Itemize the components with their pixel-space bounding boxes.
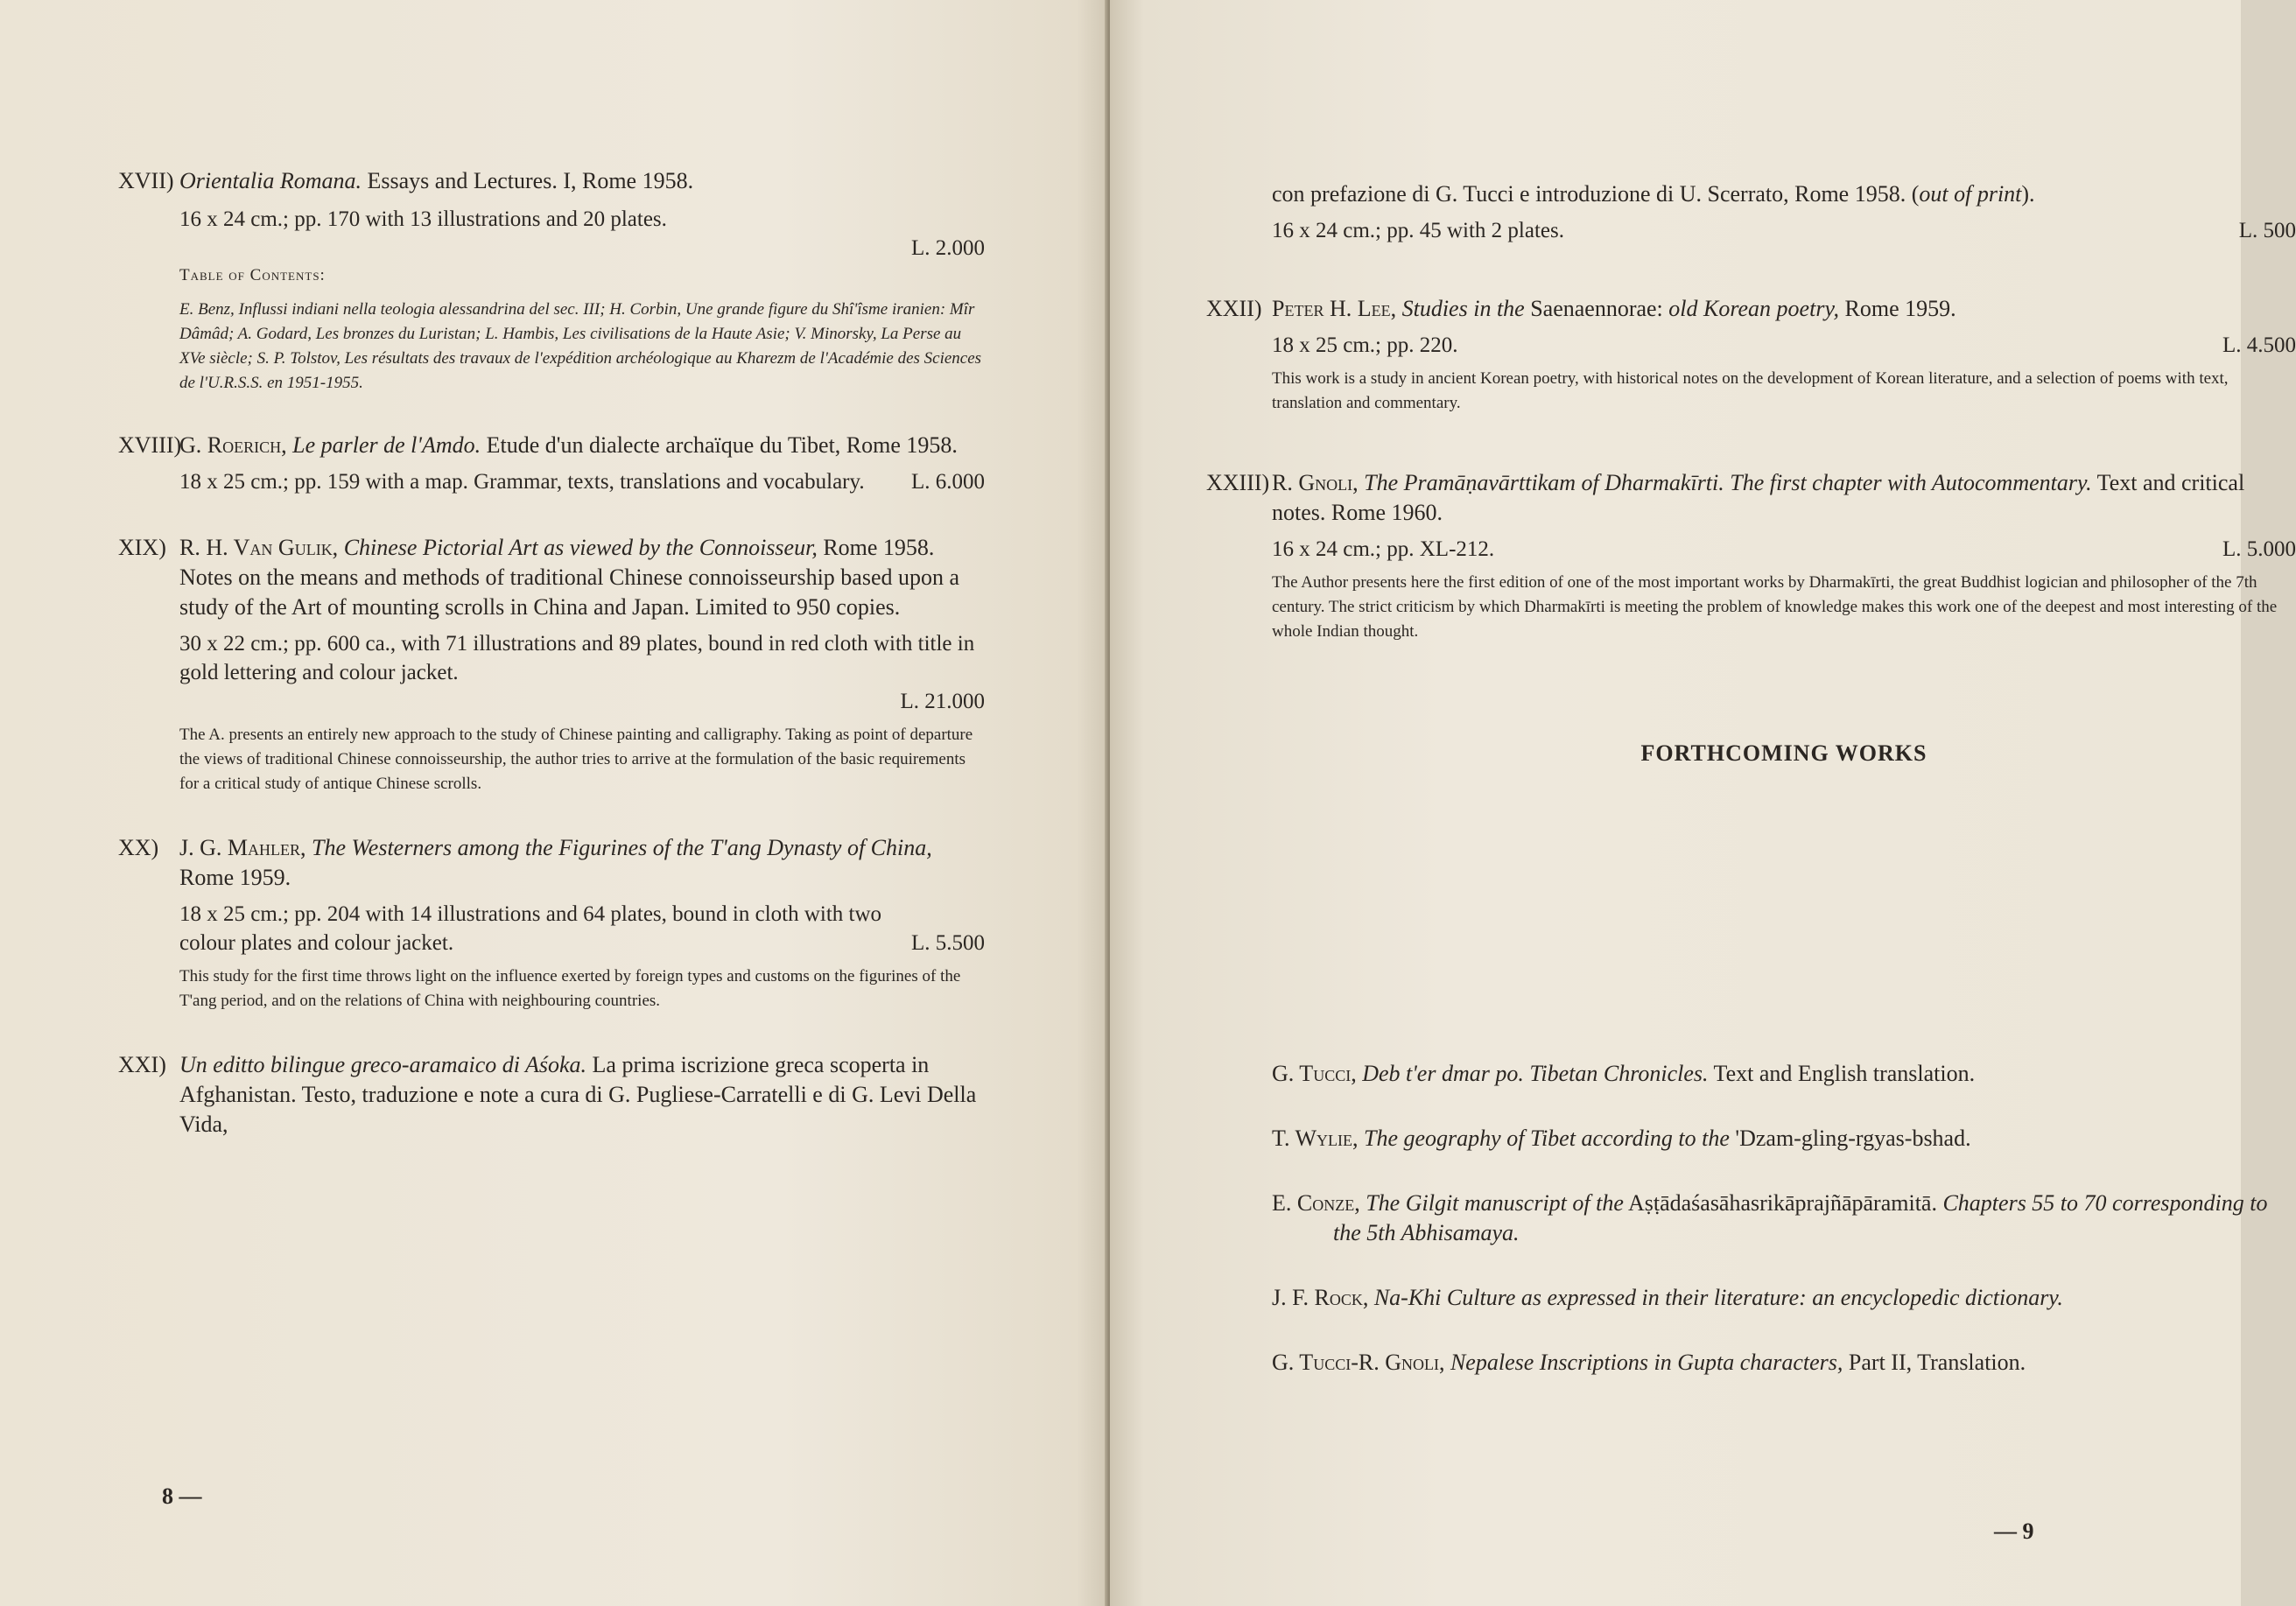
entry-spec: 18 x 25 cm.; pp. 204 with 14 illustrations and 64 plates, bound in cloth with two colour plates and colour jacket. (179, 902, 882, 955)
entry-heading: Essays and Lectures. I, Rome 1958. (362, 168, 694, 193)
left-column (118, 166, 985, 1140)
entry-author: Peter H. Lee, (1272, 296, 1397, 321)
entry-number: XIX) (118, 535, 166, 560)
forthcoming-title: The geography of Tibet according to the (1364, 1126, 1730, 1151)
forthcoming-author: G. Tucci-R. Gnoli, (1272, 1350, 1445, 1375)
forthcoming-title: Deb t'er dmar po. Tibetan Chronicles. (1362, 1061, 1709, 1086)
entry-title: Le parler de l'Amdo. (292, 432, 481, 458)
entry-title-plain: Saenaennorae: (1524, 296, 1669, 321)
entry-note: This work is a study in ancient Korean poetry, with historical notes on the development of Korean literature, and a selection of poems with text, translation and commentary. (1272, 369, 2229, 412)
entry-xxi (118, 1050, 985, 1140)
forthcoming-title: The Gilgit manuscript of the (1366, 1190, 1624, 1216)
forthcoming-author: G. Tucci, (1272, 1061, 1357, 1086)
entry-xxii (1206, 294, 2296, 416)
entry-number: XXI) (118, 1052, 166, 1077)
entry-spec-row (179, 467, 985, 496)
out-of-print-label: out of print (1919, 181, 2022, 207)
entry-price: L. 2.000 (910, 236, 985, 260)
entry-title: Studies in the (1401, 296, 1525, 321)
forthcoming-item (1272, 1283, 2296, 1313)
table-of-contents: E. Benz, Influssi indiani nella teologia alessandrina del sec. III; H. Corbin, Une grande figure du Shî'îsme iranien: Mîr Dâmâd; A. Godard, Les bronzes du Luristan; L. Hambis, Les civilisations de la Haute Asie; V. Minorsky, La Perse au XVe siècle; S. P. Tolstov, Les résultats des travaux de l'expédition archéologique au Kharezm de l'Académie des Sciences de l'U.R.S.S. en 1951-1955. (179, 300, 982, 392)
entry-spec: 18 x 25 cm.; pp. 220. (1272, 333, 1458, 357)
forthcoming-title: Nepalese Inscriptions in Gupta characters, (1450, 1350, 1843, 1375)
entry-spec-row (1272, 331, 2296, 360)
entry-author: G. Roerich, (179, 432, 287, 458)
entry-author: R. Gnoli, (1272, 470, 1359, 495)
forthcoming-title: Na-Khi Culture as expressed in their literature: an encyclopedic dictionary. (1373, 1285, 2063, 1310)
entry-subtitle: old Korean poetry, (1668, 296, 1840, 321)
entry-author: J. G. Mahler, (179, 835, 306, 860)
forthcoming-item (1272, 1124, 2296, 1154)
continuation-text: con prefazione di G. Tucci e introduzione di U. Scerrato, Rome 1958. ( (1272, 181, 1920, 207)
entry-number: XXIII) (1206, 470, 1270, 495)
entry-title: Un editto bilingue greco-aramaico di Aśoka. (179, 1052, 587, 1077)
entry-spec: 16 x 24 cm.; pp. 170 with 13 illustrations and 20 plates. (179, 207, 667, 231)
forthcoming-item (1272, 1189, 2296, 1248)
entry-spec-row (1272, 216, 2296, 245)
entry-description: Etude d'un dialecte archaïque du Tibet, Rome 1958. (481, 432, 958, 458)
entry-number: XX) (118, 835, 159, 860)
entry-author: R. H. Van Gulik, (179, 535, 339, 560)
entry-price: L. 5.500 (910, 931, 985, 955)
entry-spec: 18 x 25 cm.; pp. 159 with a map. Grammar, texts, translations and vocabulary. (179, 470, 865, 494)
page-number-right: — 9 (1994, 1518, 2034, 1544)
entry-xxiii (1206, 468, 2296, 644)
entry-title: The Westerners among the Figurines of the T'ang Dynasty of China, (312, 835, 932, 860)
entry-price: L. 5.000 (2222, 537, 2296, 561)
forthcoming-works-heading: FORTHCOMING WORKS (1640, 740, 1927, 766)
forthcoming-item (1272, 1059, 2296, 1089)
entry-xviii (118, 431, 985, 496)
entry-note: The Author presents here the first edition of one of the most important works by Dharmakīrti, the great Buddhist logician and philosopher of the 7th century. The strict criticism by which Dharmakīrti is meeting the problem of knowledge makes this work one of the deepest and most interesting of the whole Indian thought. (1272, 573, 2278, 641)
entry-title: Orientalia Romana. (179, 168, 362, 193)
entry-spec: 16 x 24 cm.; pp. XL-212. (1272, 537, 1495, 561)
entry-note: The A. presents an entirely new approach to the study of Chinese painting and calligraphy. Taking as point of departure the views of traditional Chinese connoisseurship, the author tries to arrive at the formulation of the basic requirements for a critical study of antique Chinese scrolls. (179, 726, 973, 793)
entry-description: Rome 1958. Notes on the means and methods of traditional Chinese connoisseurship based upon a study of the Art of mounting scrolls in China and Japan. Limited to 950 copies. (179, 535, 960, 620)
entry-price: L. 500 (2238, 219, 2296, 242)
entry-price: L. 6.000 (910, 470, 985, 494)
entry-xvii (118, 166, 985, 396)
forthcoming-description: Part II, Translation. (1843, 1350, 2026, 1375)
forthcoming-description: 'Dzam-gling-rgyas-bshad. (1729, 1126, 1971, 1151)
forthcoming-chapters: Chapters 55 to 70 corresponding to the 5th Abhisamaya. (1333, 1190, 2268, 1245)
forthcoming-author: J. F. Rock, (1272, 1285, 1369, 1310)
entry-xxi-continued (1272, 179, 2296, 245)
entry-price: L. 4.500 (2222, 333, 2296, 357)
right-column (1206, 179, 2296, 767)
right-page (1110, 0, 2296, 1606)
entry-spec-row (179, 900, 985, 957)
forthcoming-description: Aṣṭādaśasāhasrikāprajñāpāramitā. (1623, 1190, 1943, 1216)
forthcoming-item (1272, 1348, 2296, 1378)
forthcoming-author: E. Conze, (1272, 1190, 1360, 1216)
entry-title: Chinese Pictorial Art as viewed by the Connoisseur, (343, 535, 818, 560)
forthcoming-description: Text and English translation. (1708, 1061, 1976, 1086)
entry-description: Rome 1959. (1839, 296, 1956, 321)
forthcoming-list (1272, 1059, 2296, 1378)
entry-description: Text and critical notes. Rome 1960. (1272, 470, 2245, 525)
entry-note: This study for the first time throws light on the influence exerted by foreign types and customs on the figurines of the T'ang period, and on the relations of China with neighbouring countries. (179, 967, 961, 1010)
entry-xix (118, 533, 985, 796)
entry-spec-row (179, 205, 985, 234)
entry-spec: 16 x 24 cm.; pp. 45 with 2 plates. (1272, 219, 1564, 242)
entry-xx (118, 833, 985, 1013)
entry-price: L. 21.000 (900, 690, 985, 713)
entry-number: XVII) (118, 168, 174, 193)
toc-label: Table of Contents: (179, 266, 326, 284)
left-page (0, 0, 1110, 1606)
entry-number: XVIII) (118, 432, 182, 458)
entry-description: La prima iscrizione greca scoperta in Afghanistan. Testo, traduzione e note a cura di G. Pugliese-Carratelli e di G. Levi Della Vida, (179, 1052, 977, 1137)
page-number-left: 8 — (162, 1483, 202, 1509)
entry-description: Rome 1959. (179, 865, 291, 890)
entry-spec: 30 x 22 cm.; pp. 600 ca., with 71 illustrations and 89 plates, bound in red cloth with title in gold lettering and colour jacket. (179, 632, 975, 684)
entry-spec-row (1272, 535, 2296, 564)
continuation-close: ). (2021, 181, 2035, 207)
entry-number: XXII) (1206, 296, 1262, 321)
forthcoming-author: T. Wylie, (1272, 1126, 1359, 1151)
entry-title: The Pramāṇavārttikam of Dharmakīrti. The first chapter with Autocommentary. (1364, 470, 2092, 495)
